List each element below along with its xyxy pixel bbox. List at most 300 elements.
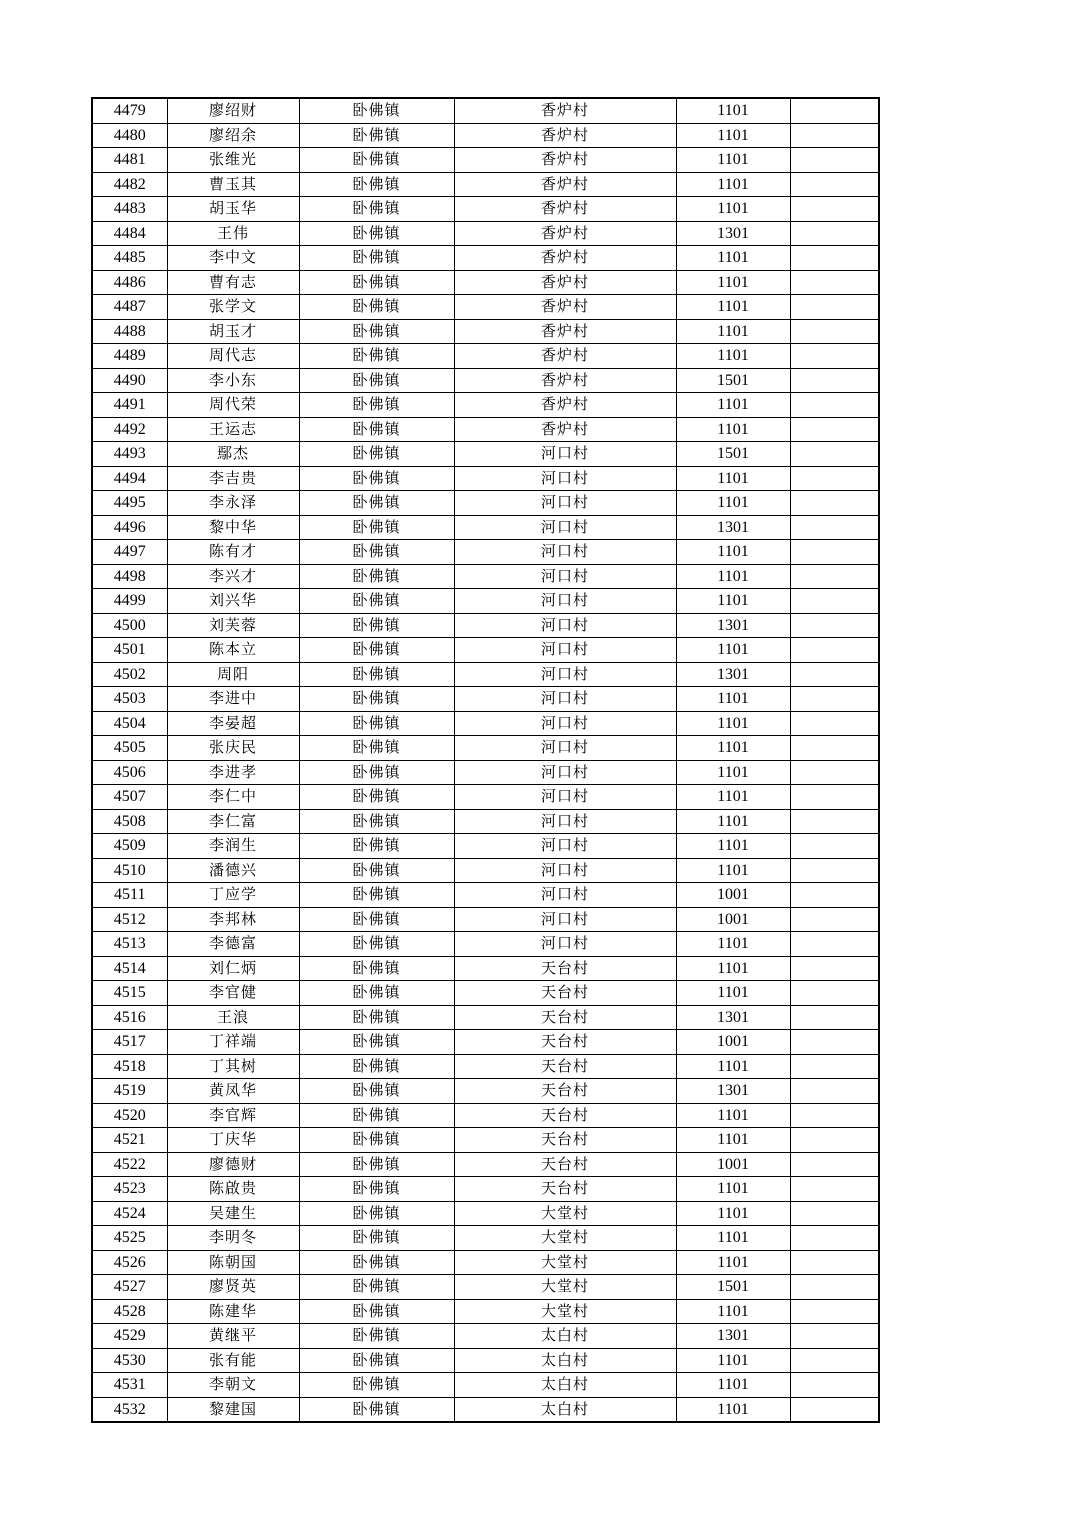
town-cell: 卧佛镇: [299, 1054, 454, 1079]
village-cell: 天台村: [454, 1030, 676, 1055]
village-cell: 香炉村: [454, 270, 676, 295]
town-cell: 卧佛镇: [299, 589, 454, 614]
note-cell: [790, 319, 879, 344]
note-cell: [790, 1030, 879, 1055]
code-cell: 1101: [676, 123, 790, 148]
village-cell: 香炉村: [454, 98, 676, 123]
code-cell: 1101: [676, 1128, 790, 1153]
row-id-cell: 4495: [92, 491, 167, 516]
note-cell: [790, 270, 879, 295]
row-id-cell: 4519: [92, 1079, 167, 1104]
note-cell: [790, 907, 879, 932]
table-row: [92, 883, 879, 908]
row-id-cell: 4529: [92, 1324, 167, 1349]
name-cell: 李官辉: [167, 1103, 299, 1128]
name-cell: 刘兴华: [167, 589, 299, 614]
table-row: [92, 98, 879, 123]
row-id-cell: 4526: [92, 1250, 167, 1275]
village-cell: 河口村: [454, 760, 676, 785]
note-cell: [790, 197, 879, 222]
row-id-cell: 4483: [92, 197, 167, 222]
note-cell: [790, 834, 879, 859]
town-cell: 卧佛镇: [299, 1250, 454, 1275]
name-cell: 陈朝国: [167, 1250, 299, 1275]
code-cell: 1001: [676, 883, 790, 908]
name-cell: 李小东: [167, 368, 299, 393]
row-id-cell: 4508: [92, 809, 167, 834]
town-cell: 卧佛镇: [299, 466, 454, 491]
village-cell: 太白村: [454, 1397, 676, 1422]
village-cell: 大堂村: [454, 1250, 676, 1275]
row-id-cell: 4502: [92, 662, 167, 687]
code-cell: 1101: [676, 1397, 790, 1422]
table-row: [92, 491, 879, 516]
table-row: [92, 687, 879, 712]
village-cell: 大堂村: [454, 1299, 676, 1324]
village-cell: 河口村: [454, 834, 676, 859]
note-cell: [790, 809, 879, 834]
village-cell: 大堂村: [454, 1201, 676, 1226]
name-cell: 黄凤华: [167, 1079, 299, 1104]
village-cell: 河口村: [454, 540, 676, 565]
name-cell: 曹玉其: [167, 172, 299, 197]
table-row: [92, 1348, 879, 1373]
name-cell: 周阳: [167, 662, 299, 687]
village-cell: 香炉村: [454, 319, 676, 344]
name-cell: 李仁中: [167, 785, 299, 810]
town-cell: 卧佛镇: [299, 123, 454, 148]
town-cell: 卧佛镇: [299, 858, 454, 883]
row-id-cell: 4528: [92, 1299, 167, 1324]
village-cell: 河口村: [454, 907, 676, 932]
name-cell: 黎中华: [167, 515, 299, 540]
code-cell: 1501: [676, 368, 790, 393]
row-id-cell: 4512: [92, 907, 167, 932]
code-cell: 1301: [676, 221, 790, 246]
note-cell: [790, 613, 879, 638]
town-cell: 卧佛镇: [299, 172, 454, 197]
town-cell: 卧佛镇: [299, 736, 454, 761]
note-cell: [790, 172, 879, 197]
row-id-cell: 4524: [92, 1201, 167, 1226]
table-row: [92, 662, 879, 687]
table-row: [92, 270, 879, 295]
code-cell: 1101: [676, 932, 790, 957]
village-cell: 香炉村: [454, 295, 676, 320]
town-cell: 卧佛镇: [299, 1152, 454, 1177]
code-cell: 1101: [676, 319, 790, 344]
town-cell: 卧佛镇: [299, 1177, 454, 1202]
town-cell: 卧佛镇: [299, 221, 454, 246]
village-cell: 河口村: [454, 442, 676, 467]
name-cell: 潘德兴: [167, 858, 299, 883]
village-cell: 大堂村: [454, 1226, 676, 1251]
note-cell: [790, 1103, 879, 1128]
village-cell: 香炉村: [454, 344, 676, 369]
table-row: [92, 809, 879, 834]
row-id-cell: 4501: [92, 638, 167, 663]
row-id-cell: 4522: [92, 1152, 167, 1177]
village-cell: 香炉村: [454, 246, 676, 271]
name-cell: 王浪: [167, 1005, 299, 1030]
row-id-cell: 4505: [92, 736, 167, 761]
village-cell: 河口村: [454, 662, 676, 687]
table-row: [92, 172, 879, 197]
village-cell: 河口村: [454, 491, 676, 516]
town-cell: 卧佛镇: [299, 417, 454, 442]
note-cell: [790, 1079, 879, 1104]
village-cell: 天台村: [454, 1005, 676, 1030]
code-cell: 1301: [676, 613, 790, 638]
town-cell: 卧佛镇: [299, 1373, 454, 1398]
code-cell: 1101: [676, 1299, 790, 1324]
town-cell: 卧佛镇: [299, 1030, 454, 1055]
row-id-cell: 4516: [92, 1005, 167, 1030]
code-cell: 1301: [676, 1079, 790, 1104]
table-row: [92, 417, 879, 442]
note-cell: [790, 540, 879, 565]
village-cell: 河口村: [454, 638, 676, 663]
code-cell: 1101: [676, 417, 790, 442]
row-id-cell: 4479: [92, 98, 167, 123]
note-cell: [790, 1324, 879, 1349]
town-cell: 卧佛镇: [299, 368, 454, 393]
name-cell: 刘芙蓉: [167, 613, 299, 638]
row-id-cell: 4506: [92, 760, 167, 785]
code-cell: 1101: [676, 1250, 790, 1275]
note-cell: [790, 760, 879, 785]
code-cell: 1101: [676, 148, 790, 173]
town-cell: 卧佛镇: [299, 907, 454, 932]
note-cell: [790, 295, 879, 320]
village-cell: 香炉村: [454, 221, 676, 246]
village-cell: 河口村: [454, 515, 676, 540]
row-id-cell: 4514: [92, 956, 167, 981]
row-id-cell: 4485: [92, 246, 167, 271]
code-cell: 1101: [676, 197, 790, 222]
code-cell: 1101: [676, 809, 790, 834]
name-cell: 李进中: [167, 687, 299, 712]
name-cell: 廖德财: [167, 1152, 299, 1177]
name-cell: 吴建生: [167, 1201, 299, 1226]
table-row: [92, 197, 879, 222]
table-row: [92, 1324, 879, 1349]
table-row: [92, 442, 879, 467]
code-cell: 1001: [676, 1152, 790, 1177]
row-id-cell: 4484: [92, 221, 167, 246]
town-cell: 卧佛镇: [299, 515, 454, 540]
row-id-cell: 4487: [92, 295, 167, 320]
village-cell: 河口村: [454, 466, 676, 491]
row-id-cell: 4530: [92, 1348, 167, 1373]
village-cell: 天台村: [454, 1103, 676, 1128]
town-cell: 卧佛镇: [299, 319, 454, 344]
town-cell: 卧佛镇: [299, 540, 454, 565]
table-row: [92, 589, 879, 614]
code-cell: 1101: [676, 1103, 790, 1128]
row-id-cell: 4498: [92, 564, 167, 589]
table-row: [92, 1030, 879, 1055]
name-cell: 李吉贵: [167, 466, 299, 491]
code-cell: 1101: [676, 564, 790, 589]
name-cell: 张庆民: [167, 736, 299, 761]
town-cell: 卧佛镇: [299, 785, 454, 810]
town-cell: 卧佛镇: [299, 662, 454, 687]
table-row: [92, 319, 879, 344]
table-row: [92, 1299, 879, 1324]
note-cell: [790, 1005, 879, 1030]
village-cell: 香炉村: [454, 197, 676, 222]
row-id-cell: 4494: [92, 466, 167, 491]
note-cell: [790, 687, 879, 712]
data-table: [91, 97, 880, 1423]
name-cell: 李润生: [167, 834, 299, 859]
town-cell: 卧佛镇: [299, 393, 454, 418]
code-cell: 1101: [676, 1177, 790, 1202]
town-cell: 卧佛镇: [299, 344, 454, 369]
note-cell: [790, 98, 879, 123]
name-cell: 胡玉华: [167, 197, 299, 222]
code-cell: 1101: [676, 834, 790, 859]
note-cell: [790, 981, 879, 1006]
village-cell: 河口村: [454, 809, 676, 834]
name-cell: 王运志: [167, 417, 299, 442]
row-id-cell: 4511: [92, 883, 167, 908]
note-cell: [790, 1128, 879, 1153]
table-row: [92, 515, 879, 540]
note-cell: [790, 515, 879, 540]
town-cell: 卧佛镇: [299, 491, 454, 516]
note-cell: [790, 711, 879, 736]
note-cell: [790, 1177, 879, 1202]
note-cell: [790, 1348, 879, 1373]
village-cell: 太白村: [454, 1373, 676, 1398]
village-cell: 太白村: [454, 1324, 676, 1349]
row-id-cell: 4513: [92, 932, 167, 957]
name-cell: 张有能: [167, 1348, 299, 1373]
row-id-cell: 4488: [92, 319, 167, 344]
village-cell: 河口村: [454, 858, 676, 883]
code-cell: 1101: [676, 981, 790, 1006]
name-cell: 李进孝: [167, 760, 299, 785]
name-cell: 陈建华: [167, 1299, 299, 1324]
name-cell: 丁祥端: [167, 1030, 299, 1055]
town-cell: 卧佛镇: [299, 760, 454, 785]
name-cell: 陈本立: [167, 638, 299, 663]
name-cell: 丁其树: [167, 1054, 299, 1079]
note-cell: [790, 1373, 879, 1398]
name-cell: 刘仁炳: [167, 956, 299, 981]
code-cell: 1101: [676, 98, 790, 123]
row-id-cell: 4517: [92, 1030, 167, 1055]
code-cell: 1101: [676, 1054, 790, 1079]
town-cell: 卧佛镇: [299, 834, 454, 859]
village-cell: 河口村: [454, 785, 676, 810]
name-cell: 鄢杰: [167, 442, 299, 467]
name-cell: 张学文: [167, 295, 299, 320]
row-id-cell: 4503: [92, 687, 167, 712]
code-cell: 1301: [676, 1324, 790, 1349]
code-cell: 1101: [676, 760, 790, 785]
town-cell: 卧佛镇: [299, 638, 454, 663]
table-row: [92, 393, 879, 418]
town-cell: 卧佛镇: [299, 1324, 454, 1349]
row-id-cell: 4481: [92, 148, 167, 173]
village-cell: 天台村: [454, 981, 676, 1006]
table-row: [92, 1397, 879, 1422]
name-cell: 李兴才: [167, 564, 299, 589]
table-row: [92, 123, 879, 148]
code-cell: 1301: [676, 515, 790, 540]
table-row: [92, 368, 879, 393]
note-cell: [790, 638, 879, 663]
note-cell: [790, 368, 879, 393]
row-id-cell: 4486: [92, 270, 167, 295]
code-cell: 1101: [676, 589, 790, 614]
table-row: [92, 564, 879, 589]
note-cell: [790, 589, 879, 614]
row-id-cell: 4504: [92, 711, 167, 736]
town-cell: 卧佛镇: [299, 711, 454, 736]
village-cell: 河口村: [454, 711, 676, 736]
table-row: [92, 736, 879, 761]
town-cell: 卧佛镇: [299, 1005, 454, 1030]
row-id-cell: 4518: [92, 1054, 167, 1079]
name-cell: 王伟: [167, 221, 299, 246]
code-cell: 1101: [676, 393, 790, 418]
note-cell: [790, 466, 879, 491]
village-cell: 大堂村: [454, 1275, 676, 1300]
note-cell: [790, 1250, 879, 1275]
village-cell: 河口村: [454, 564, 676, 589]
village-cell: 河口村: [454, 883, 676, 908]
name-cell: 张维光: [167, 148, 299, 173]
table-row: [92, 834, 879, 859]
code-cell: 1101: [676, 736, 790, 761]
table-row: [92, 1054, 879, 1079]
table-row: [92, 956, 879, 981]
code-cell: 1101: [676, 638, 790, 663]
table-row: [92, 1152, 879, 1177]
note-cell: [790, 1152, 879, 1177]
code-cell: 1301: [676, 1005, 790, 1030]
note-cell: [790, 417, 879, 442]
row-id-cell: 4489: [92, 344, 167, 369]
row-id-cell: 4527: [92, 1275, 167, 1300]
table-row: [92, 221, 879, 246]
row-id-cell: 4500: [92, 613, 167, 638]
code-cell: 1101: [676, 540, 790, 565]
village-cell: 天台村: [454, 1152, 676, 1177]
table-row: [92, 466, 879, 491]
village-cell: 河口村: [454, 687, 676, 712]
town-cell: 卧佛镇: [299, 442, 454, 467]
name-cell: 周代荣: [167, 393, 299, 418]
table-row: [92, 932, 879, 957]
row-id-cell: 4521: [92, 1128, 167, 1153]
name-cell: 黎建国: [167, 1397, 299, 1422]
table-row: [92, 711, 879, 736]
town-cell: 卧佛镇: [299, 270, 454, 295]
note-cell: [790, 736, 879, 761]
code-cell: 1101: [676, 172, 790, 197]
name-cell: 李永泽: [167, 491, 299, 516]
table-row: [92, 1128, 879, 1153]
table-row: [92, 1275, 879, 1300]
note-cell: [790, 1299, 879, 1324]
name-cell: 李官健: [167, 981, 299, 1006]
name-cell: 李仁富: [167, 809, 299, 834]
row-id-cell: 4531: [92, 1373, 167, 1398]
note-cell: [790, 491, 879, 516]
code-cell: 1101: [676, 1348, 790, 1373]
note-cell: [790, 221, 879, 246]
town-cell: 卧佛镇: [299, 1299, 454, 1324]
name-cell: 李德富: [167, 932, 299, 957]
name-cell: 廖绍财: [167, 98, 299, 123]
town-cell: 卧佛镇: [299, 932, 454, 957]
note-cell: [790, 148, 879, 173]
village-cell: 天台村: [454, 1177, 676, 1202]
village-cell: 香炉村: [454, 172, 676, 197]
table-row: [92, 907, 879, 932]
row-id-cell: 4482: [92, 172, 167, 197]
row-id-cell: 4491: [92, 393, 167, 418]
table-row: [92, 1201, 879, 1226]
code-cell: 1101: [676, 344, 790, 369]
village-cell: 香炉村: [454, 368, 676, 393]
name-cell: 李晏超: [167, 711, 299, 736]
code-cell: 1101: [676, 295, 790, 320]
village-cell: 香炉村: [454, 123, 676, 148]
table-row: [92, 858, 879, 883]
row-id-cell: 4525: [92, 1226, 167, 1251]
row-id-cell: 4490: [92, 368, 167, 393]
town-cell: 卧佛镇: [299, 1201, 454, 1226]
row-id-cell: 4520: [92, 1103, 167, 1128]
table-row: [92, 295, 879, 320]
table-row: [92, 344, 879, 369]
note-cell: [790, 883, 879, 908]
table-row: [92, 1103, 879, 1128]
town-cell: 卧佛镇: [299, 295, 454, 320]
name-cell: 陈啟贵: [167, 1177, 299, 1202]
village-cell: 天台村: [454, 1128, 676, 1153]
code-cell: 1101: [676, 246, 790, 271]
village-cell: 香炉村: [454, 393, 676, 418]
table-row: [92, 785, 879, 810]
town-cell: 卧佛镇: [299, 1079, 454, 1104]
row-id-cell: 4492: [92, 417, 167, 442]
row-id-cell: 4510: [92, 858, 167, 883]
name-cell: 黄继平: [167, 1324, 299, 1349]
village-cell: 天台村: [454, 1054, 676, 1079]
town-cell: 卧佛镇: [299, 809, 454, 834]
row-id-cell: 4515: [92, 981, 167, 1006]
village-cell: 河口村: [454, 736, 676, 761]
town-cell: 卧佛镇: [299, 98, 454, 123]
note-cell: [790, 1275, 879, 1300]
town-cell: 卧佛镇: [299, 981, 454, 1006]
table-row: [92, 540, 879, 565]
table-row: [92, 760, 879, 785]
code-cell: 1101: [676, 956, 790, 981]
row-id-cell: 4523: [92, 1177, 167, 1202]
village-cell: 天台村: [454, 1079, 676, 1104]
table-row: [92, 1226, 879, 1251]
note-cell: [790, 344, 879, 369]
town-cell: 卧佛镇: [299, 1226, 454, 1251]
